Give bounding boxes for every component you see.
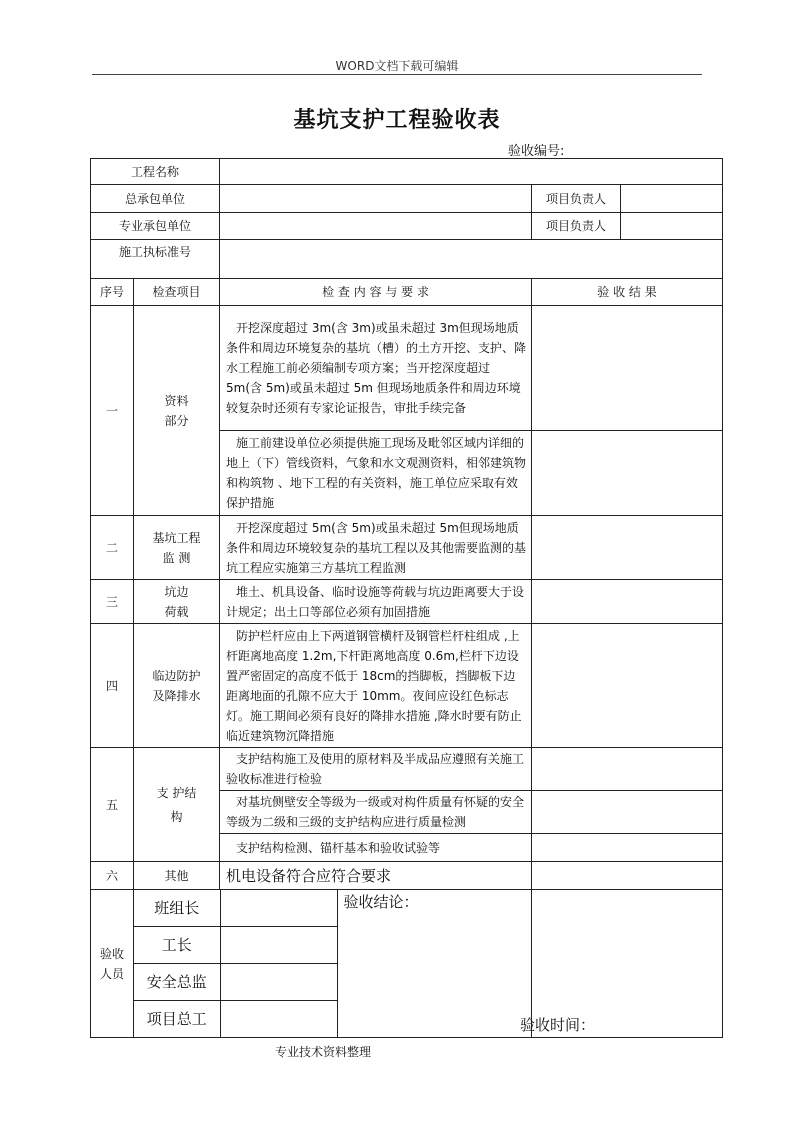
standard-field[interactable]	[220, 240, 723, 279]
section-6-no: 六	[91, 862, 134, 890]
section-2-result-1[interactable]	[532, 516, 723, 580]
section-5-result-2[interactable]	[532, 791, 723, 834]
conclusion-cell[interactable]	[337, 890, 531, 1037]
section-4-item	[134, 624, 220, 748]
acceptance-label	[91, 890, 134, 1038]
acceptance-label-text: 验收人员	[99, 946, 124, 981]
section-3-no: 三	[91, 580, 134, 624]
section-1-req-1: 开挖深度超过 3m(含 3m)或虽未超过 3m但现场地质条件和周边环境复杂的基坑（槽）的土方开挖、支护、降水工程施工前必须编制专项方案；当开挖深度超过 5m(含 5m)或虽未超过 5m 但现场地质条件和周边环境较复杂时还须有专家论证报告，审批手续完备	[220, 306, 532, 431]
section-1-req-2: 施工前建设单位必须提供施工现场及毗邻区域内详细的地上（下）管线资料，气象和水文观测资料，相邻建筑物和构筑物 、地下工程的有关资料，施工单位应采取有效保护措施	[220, 431, 532, 516]
section-1-result-2[interactable]	[532, 431, 723, 516]
section-3-item	[134, 580, 220, 624]
section-5-result-1[interactable]	[532, 748, 723, 791]
project-leader-field-2[interactable]	[621, 213, 723, 240]
section-5-result-3[interactable]	[532, 834, 723, 862]
general-contractor-field[interactable]	[220, 185, 532, 213]
acceptance-roles	[134, 890, 531, 1037]
general-contractor-label: 总承包单位	[91, 185, 220, 213]
section-5-req-2: 对基坑侧壁安全等级为一级或对构件质量有怀疑的安全等级为二级和三级的支护结构应进行质量检测	[220, 791, 532, 834]
acceptance-time-cell[interactable]	[520, 890, 723, 1038]
role-foreman: 工长	[134, 927, 220, 964]
role-chief-engineer-sign[interactable]	[220, 1001, 337, 1038]
role-safety-director-sign[interactable]	[220, 964, 337, 1001]
col-no-header: 序号	[91, 279, 134, 306]
standard-label: 施工执标准号	[91, 240, 220, 279]
role-safety-director: 安全总监	[134, 964, 220, 1001]
section-2-req-1: 开挖深度超过 5m(含 5m)或虽未超过 5m但现场地质条件和周边环境较复杂的基坑工程以及其他需要监测的基坑工程应实施第三方基坑工程监测	[220, 516, 532, 580]
role-team-leader: 班组长	[134, 890, 220, 927]
section-2-no: 二	[91, 516, 134, 580]
section-2-item	[134, 516, 220, 580]
section-6-req-1: 机电设备符合应符合要求	[220, 862, 532, 890]
project-name-field[interactable]	[220, 159, 723, 185]
section-5-no: 五	[91, 748, 134, 862]
section-5-req-3: 支护结构检测、锚杆基本和验收试验等	[220, 834, 532, 862]
specialty-contractor-field[interactable]	[220, 213, 532, 240]
project-leader-label: 项目负责人	[532, 185, 621, 213]
section-1-no: 一	[91, 306, 134, 516]
header-divider	[92, 74, 702, 75]
project-name-label: 工程名称	[91, 159, 220, 185]
acceptance-number-label: 验收编号:	[508, 144, 565, 159]
section-4-result-1[interactable]	[532, 624, 723, 748]
section-2-item-text: 基坑工程监 测	[152, 530, 201, 565]
conclusion-label: 验收结论：	[343, 893, 419, 911]
role-team-leader-sign[interactable]	[220, 890, 337, 927]
section-3-item-text: 坑边荷载	[164, 584, 189, 619]
col-content-header: 检 查 内 容 与 要 求	[220, 279, 532, 306]
col-item-header: 检查项目	[134, 279, 220, 306]
section-1-result-1[interactable]	[532, 306, 723, 431]
section-5-item	[134, 748, 220, 862]
col-result-header: 验 收 结 果	[532, 279, 723, 306]
section-3-req-1: 堆土、机具设备、临时设施等荷载与坑边距离要大于设计规定；出土口等部位必须有加固措施	[220, 580, 532, 624]
acceptance-time-label: 验收时间：	[520, 1016, 596, 1034]
section-6-result-1[interactable]	[532, 862, 723, 890]
section-4-no: 四	[91, 624, 134, 748]
specialty-contractor-label: 专业承包单位	[91, 213, 220, 240]
project-leader-label-2: 项目负责人	[532, 213, 621, 240]
section-1-item-text: 资料部分	[164, 393, 189, 428]
section-4-req-1: 防护栏杆应由上下两道钢管横杆及钢管栏杆柱组成 ,上杆距离地高度 1.2m,下杆距离地高度 0.6m,栏杆下边设置严密固定的高度不低于 18cm的挡脚板，挡脚板下边距离地面的孔隙不应大于 10mm。夜间应设红色标志灯。施工期间必须有良好的降排水措施 ,降水时要有防止临近建筑物沉降措施	[220, 624, 532, 748]
section-4-item-text: 临边防护及降排水	[152, 668, 201, 703]
page-footer: 专业技术资料整理	[275, 1045, 372, 1059]
section-5-item-text: 支 护结 构	[156, 785, 197, 824]
page-header: WORD文档下载可编辑	[335, 59, 459, 73]
section-3-result-1[interactable]	[532, 580, 723, 624]
inspection-table	[90, 158, 723, 1038]
project-leader-field[interactable]	[621, 185, 723, 213]
section-1-item	[134, 306, 220, 516]
role-foreman-sign[interactable]	[220, 927, 337, 964]
section-6-item: 其他	[134, 862, 220, 890]
document-title: 基坑支护工程验收表	[293, 107, 501, 133]
acceptance-roles-cell	[134, 890, 532, 1038]
section-5-req-1: 支护结构施工及使用的原材料及半成品应遵照有关施工验收标准进行检验	[220, 748, 532, 791]
role-chief-engineer: 项目总工	[134, 1001, 220, 1038]
conclusion-area	[338, 890, 532, 1034]
